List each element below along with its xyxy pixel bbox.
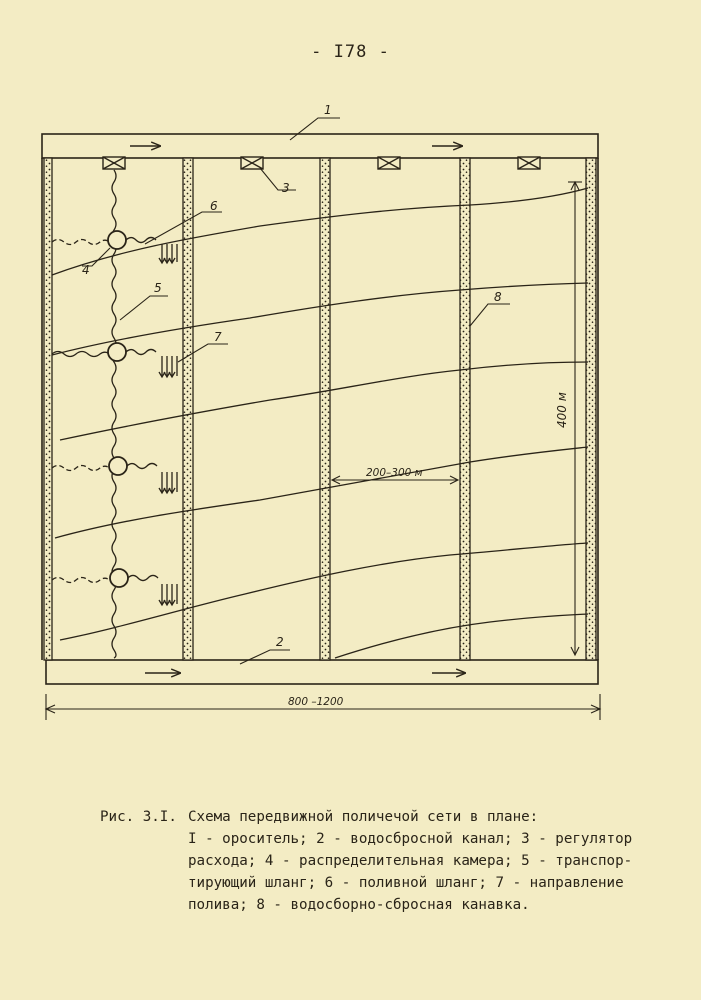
wasteway-canal [46, 660, 598, 684]
dimension-spacing-label: 200–300 м [366, 467, 423, 479]
label-2: 2 [276, 635, 284, 649]
drainage-ditch [460, 158, 470, 660]
label-5: 5 [154, 281, 162, 295]
distribution-chamber [52, 231, 177, 263]
dimension-width-label: 800 –1200 [288, 696, 344, 708]
label-8: 8 [494, 290, 502, 304]
drainage-ditch [44, 158, 52, 660]
distribution-chamber [52, 569, 177, 605]
drainage-ditch [183, 158, 193, 660]
label-1: 1 [324, 103, 332, 117]
caption-line: I - ороситель; 2 - водосбросной канал; 3 - регулятор [188, 831, 633, 847]
figure-caption [100, 806, 660, 916]
caption-line: расхода; 4 - распределительная камера; 5 - транспор- [188, 853, 633, 869]
caption-line: тирующий шланг; 6 - поливной шланг; 7 - направление [188, 875, 624, 891]
flow-regulator [103, 157, 125, 169]
label-7: 7 [214, 330, 222, 344]
drainage-ditch [320, 158, 330, 660]
drainage-ditch [586, 158, 596, 660]
label-3: 3 [282, 181, 290, 195]
flow-regulator [378, 157, 400, 169]
caption-prefix: Рис. 3.I. [100, 809, 177, 825]
flow-regulator [241, 157, 263, 169]
irrigator-canal [42, 134, 598, 158]
label-6: 6 [210, 199, 218, 213]
page-number: - I78 - [311, 42, 390, 62]
caption-title: Схема передвижной поличечой сети в плане: [188, 809, 539, 825]
label-4: 4 [82, 263, 90, 277]
distribution-chamber [52, 457, 177, 493]
flow-regulator [518, 157, 540, 169]
caption-line: полива; 8 - водосборно-сбросная канавка. [188, 897, 530, 913]
dimension-height-label: 400 м [555, 392, 569, 428]
